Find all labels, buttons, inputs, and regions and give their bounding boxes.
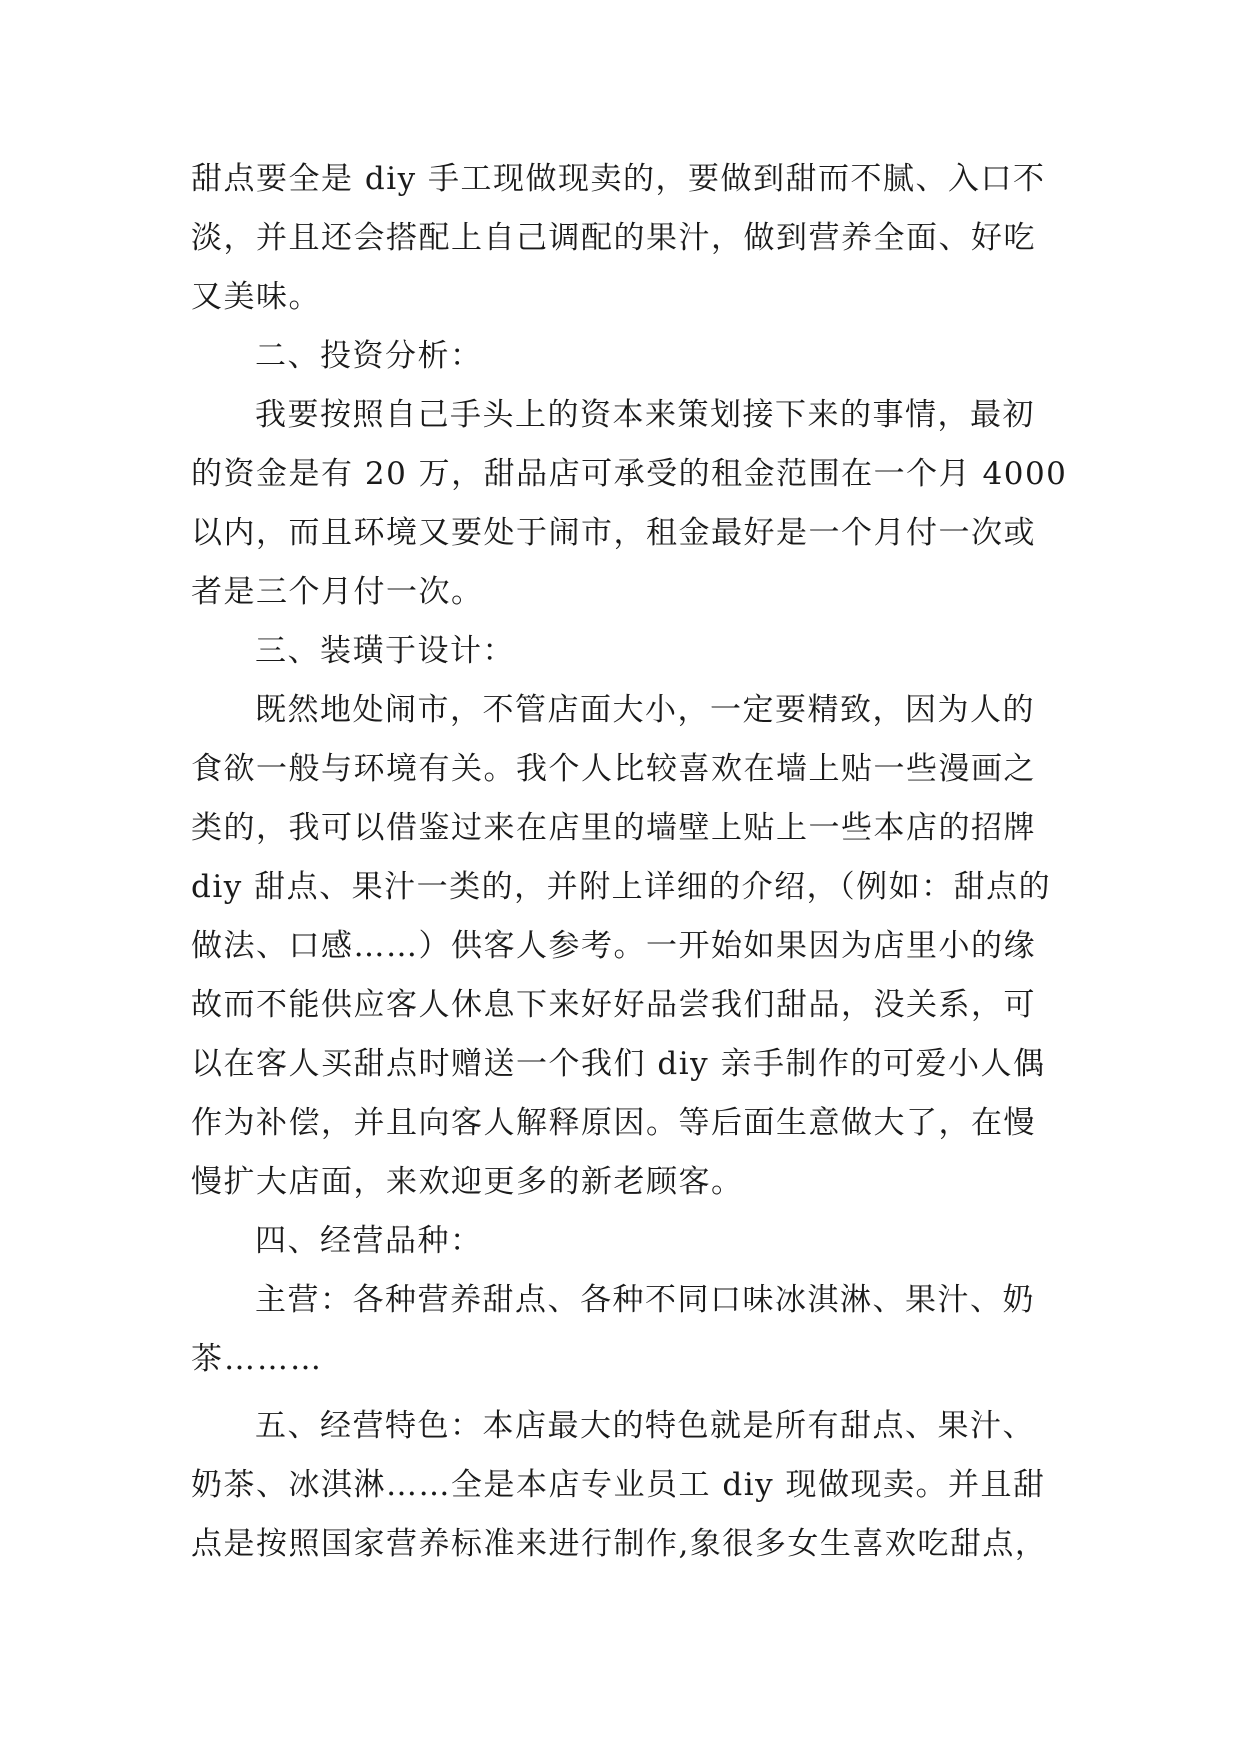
paragraph-line: 以在客人买甜点时赠送一个我们 diy 亲手制作的可爱小人偶 xyxy=(191,1046,1046,1082)
paragraph-line: 既然地处闹市，不管店面大小，一定要精致，因为人的 xyxy=(255,692,1035,728)
paragraph-line: 者是三个月付一次。 xyxy=(191,574,484,610)
paragraph-line: 我要按照自己手头上的资本来策划接下来的事情，最初 xyxy=(255,397,1035,433)
paragraph-line: 的资金是有 20 万，甜品店可承受的租金范围在一个月 4000 xyxy=(191,456,1068,492)
section-heading-features: 五、经营特色：本店最大的特色就是所有甜点、果汁、 xyxy=(255,1408,1035,1444)
section-heading-decoration: 三、装璜于设计： xyxy=(255,633,515,669)
paragraph-line: 点是按照国家营养标准来进行制作,象很多女生喜欢吃甜点， xyxy=(191,1526,1048,1562)
paragraph-line: 淡，并且还会搭配上自己调配的果汁，做到营养全面、好吃 xyxy=(191,220,1036,256)
paragraph-line: 做法、口感……）供客人参考。一开始如果因为店里小的缘 xyxy=(191,928,1036,964)
paragraph-line: 又美味。 xyxy=(191,279,321,315)
paragraph-line: 故而不能供应客人休息下来好好品尝我们甜品，没关系，可 xyxy=(191,987,1036,1023)
paragraph-line: 食欲一般与环境有关。我个人比较喜欢在墙上贴一些漫画之 xyxy=(191,751,1036,787)
paragraph-line: 主营：各种营养甜点、各种不同口味冰淇淋、果汁、奶 xyxy=(255,1282,1035,1318)
document-body xyxy=(191,150,1068,1574)
paragraph-line: 以内，而且环境又要处于闹市，租金最好是一个月付一次或 xyxy=(191,515,1036,551)
paragraph-line: 慢扩大店面，来欢迎更多的新老顾客。 xyxy=(191,1164,744,1200)
section-heading-investment: 二、投资分析： xyxy=(255,338,483,374)
paragraph-line: 茶……… xyxy=(191,1341,323,1377)
paragraph-line: 甜点要全是 diy 手工现做现卖的，要做到甜而不腻、入口不 xyxy=(191,161,1046,197)
section-heading-products: 四、经营品种： xyxy=(255,1223,483,1259)
paragraph-line: 类的，我可以借鉴过来在店里的墙壁上贴上一些本店的招牌 xyxy=(191,810,1036,846)
paragraph-line: 奶茶、冰淇淋……全是本店专业员工 diy 现做现卖。并且甜 xyxy=(191,1467,1046,1503)
paragraph-line: diy 甜点、果汁一类的，并附上详细的介绍，（例如：甜点的 xyxy=(191,869,1052,905)
paragraph-line: 作为补偿，并且向客人解释原因。等后面生意做大了，在慢 xyxy=(191,1105,1036,1141)
